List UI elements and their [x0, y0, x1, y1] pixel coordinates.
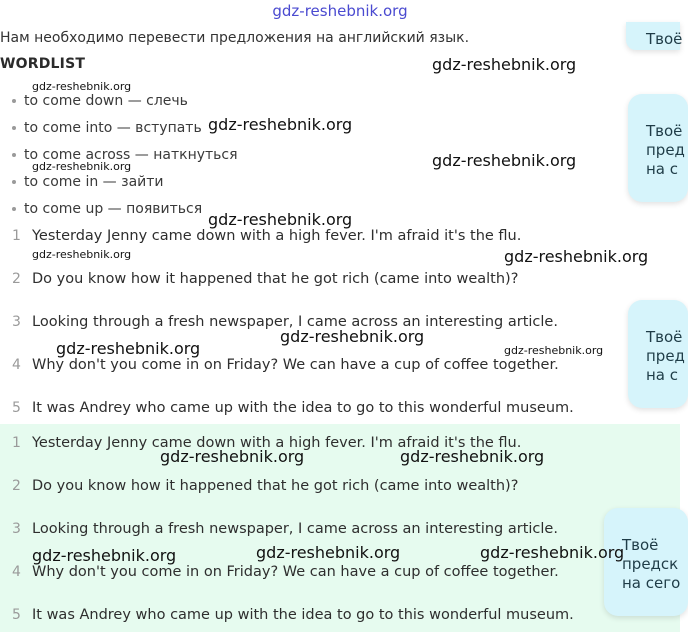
watermark: gdz-reshebnik.org [56, 339, 201, 358]
wordlist-item: to come into — вступать [12, 120, 202, 136]
sentence-row: 4 Why don't you come in on Friday? We can have a cup of coffee together. [12, 357, 559, 373]
promo-bubble[interactable]: Твоё предск на сего [604, 508, 688, 616]
answer-row: 2 Do you know how it happened that he got rich (came into wealth)? [12, 478, 519, 494]
watermark: gdz-reshebnik.org [32, 160, 132, 173]
wordlist-item: to come down — слечь [12, 93, 188, 109]
wordlist-item: to come in — зайти [12, 174, 164, 190]
watermark: gdz-reshebnik.org [32, 546, 177, 565]
watermark: gdz-reshebnik.org [208, 210, 353, 229]
sentence-row: 1 Yesterday Jenny came down with a high fever. I'm afraid it's the flu. [12, 228, 522, 244]
wordlist-item: to come up — появиться [12, 201, 202, 217]
answer-row: 5 It was Andrey who came up with the idea to go to this wonderful museum. [12, 607, 574, 623]
answer-row: 1 Yesterday Jenny came down with a high fever. I'm afraid it's the flu. [12, 435, 522, 451]
watermark: gdz-reshebnik.org [32, 248, 132, 261]
bullet-icon [12, 207, 16, 211]
site-watermark-header: gdz-reshebnik.org [272, 2, 408, 20]
watermark: gdz-reshebnik.org [160, 447, 305, 466]
bullet-icon [12, 99, 16, 103]
watermark: gdz-reshebnik.org [256, 543, 401, 562]
watermark: gdz-reshebnik.org [400, 447, 545, 466]
answer-row: 4 Why don't you come in on Friday? We can have a cup of coffee together. [12, 564, 559, 580]
watermark: gdz-reshebnik.org [208, 115, 353, 134]
bullet-icon [12, 153, 16, 157]
watermark: gdz-reshebnik.org [504, 247, 649, 266]
watermark: gdz-reshebnik.org [432, 55, 577, 74]
sentence-row: 5 It was Andrey who came up with the idea to go to this wonderful museum. [12, 400, 574, 416]
sentence-row: 3 Looking through a fresh newspaper, I came across an interesting article. [12, 314, 558, 330]
bullet-icon [12, 126, 16, 130]
answer-row: 3 Looking through a fresh newspaper, I came across an interesting article. [12, 521, 558, 537]
promo-bubble[interactable]: Твоё пред на с [628, 94, 688, 202]
watermark: gdz-reshebnik.org [504, 344, 604, 357]
watermark: gdz-reshebnik.org [32, 80, 132, 93]
promo-bubble[interactable]: Твоё [626, 22, 680, 50]
bullet-icon [12, 180, 16, 184]
watermark: gdz-reshebnik.org [480, 543, 625, 562]
wordlist-item: to come across — наткнуться [12, 147, 238, 163]
intro-text: Нам необходимо перевести предложения на английский язык. [0, 30, 470, 46]
wordlist-heading: WORDLIST [0, 56, 86, 72]
sentence-row: 2 Do you know how it happened that he got rich (came into wealth)? [12, 271, 519, 287]
promo-bubble[interactable]: Твоё пред на с [628, 300, 688, 408]
watermark: gdz-reshebnik.org [280, 327, 425, 346]
watermark: gdz-reshebnik.org [432, 151, 577, 170]
